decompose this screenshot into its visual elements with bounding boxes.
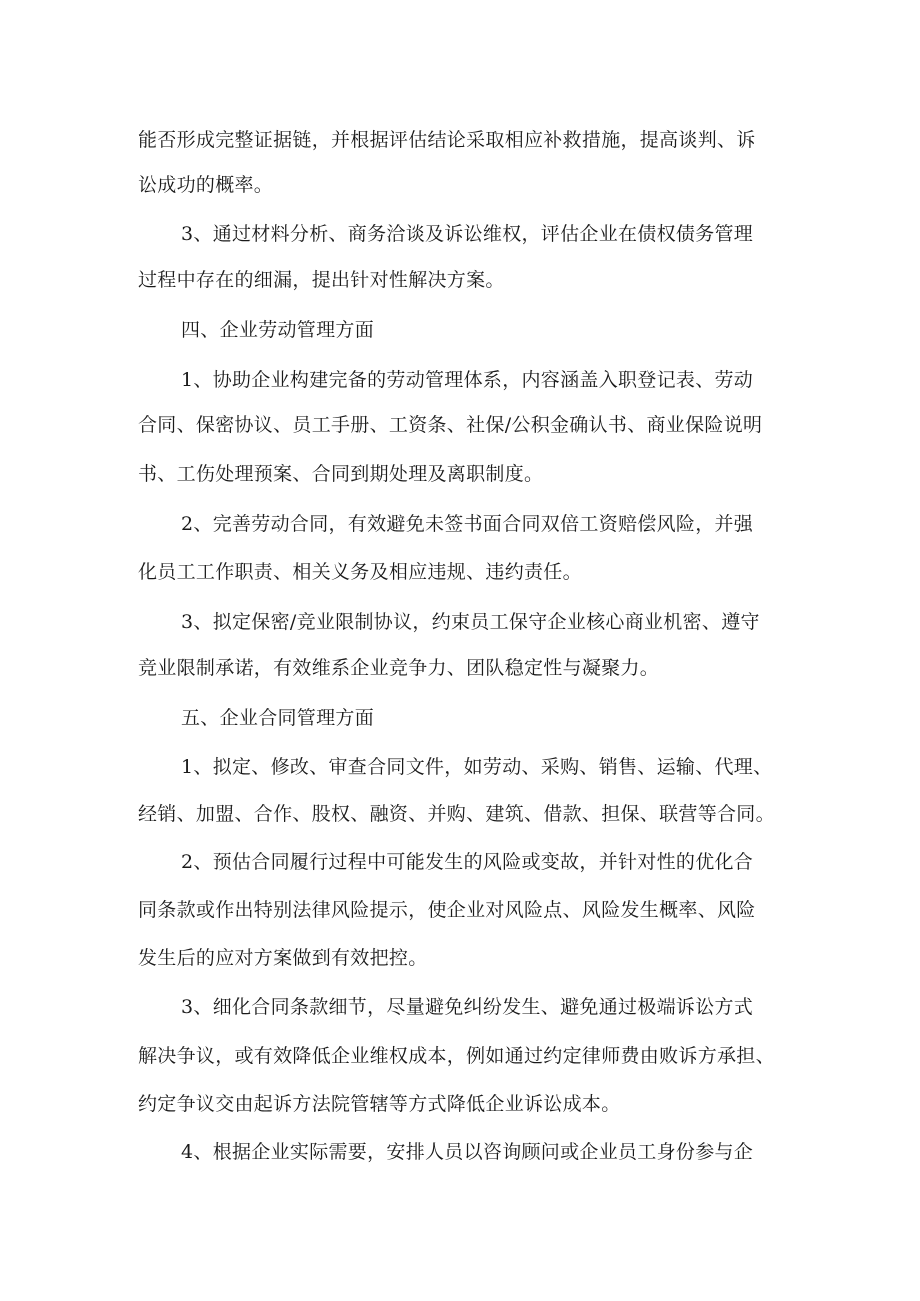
paragraph-line: 4、根据企业实际需要，安排人员以咨询顾问或企业员工身份参与企: [181, 1141, 754, 1163]
paragraph-line: 能否形成完整证据链，并根据评估结论采取相应补救措施，提高谈判、诉: [138, 129, 756, 151]
paragraph-line: 过程中存在的细漏，提出针对性解决方案。: [138, 269, 505, 291]
paragraph-line: 约定争议交由起诉方法院管辖等方式降低企业诉讼成本。: [138, 1093, 621, 1115]
paragraph-line: 1、拟定、修改、审查合同文件，如劳动、采购、销售、运输、代理、: [181, 756, 773, 778]
paragraph-line: 经销、加盟、合作、股权、融资、并购、建筑、借款、担保、联营等合同。: [138, 803, 775, 825]
paragraph-line: 发生后的应对方案做到有效把控。: [138, 947, 428, 969]
paragraph-line: 1、协助企业构建完备的劳动管理体系，内容涵盖入职登记表、劳动: [181, 369, 754, 391]
paragraph-line: 3、通过材料分析、商务洽谈及诉讼维权，评估企业在债权债务管理: [181, 223, 754, 245]
paragraph-line: 3、拟定保密/竞业限制协议，约束员工保守企业核心商业机密、遵守: [181, 611, 760, 633]
section-heading: 四、企业劳动管理方面: [181, 319, 375, 341]
paragraph-line: 解决争议，或有效降低企业维权成本，例如通过约定律师费由败诉方承担、: [138, 1045, 775, 1067]
section-heading: 五、企业合同管理方面: [181, 707, 375, 729]
paragraph-line: 化员工工作职责、相关义务及相应违规、违约责任。: [138, 561, 582, 583]
paragraph-line: 3、细化合同条款细节，尽量避免纠纷发生、避免通过极端诉讼方式: [181, 996, 754, 1018]
paragraph-line: 同条款或作出特别法律风险提示，使企业对风险点、风险发生概率、风险: [138, 899, 756, 921]
paragraph-line: 2、完善劳动合同，有效避免未签书面合同双倍工资赔偿风险，并强: [181, 513, 754, 535]
paragraph-line: 合同、保密协议、员工手册、工资条、社保/公积金确认书、商业保险说明: [138, 414, 763, 436]
paragraph-line: 竞业限制承诺，有效维系企业竞争力、团队稳定性与凝聚力。: [138, 657, 660, 679]
paragraph-line: 讼成功的概率。: [138, 174, 274, 196]
paragraph-line: 书、工伤处理预案、合同到期处理及离职制度。: [138, 463, 544, 485]
paragraph-line: 2、预估合同履行过程中可能发生的风险或变故，并针对性的优化合: [181, 851, 754, 873]
